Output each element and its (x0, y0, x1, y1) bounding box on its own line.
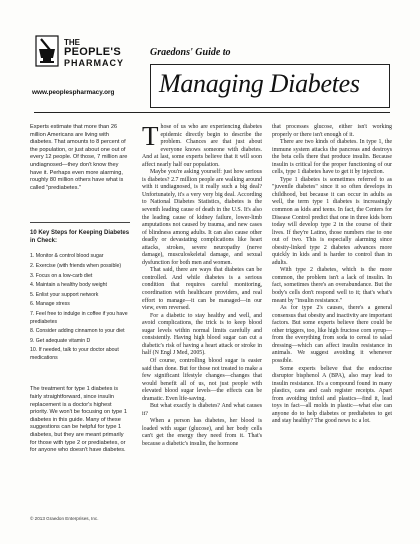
body-column-2 (272, 124, 392, 426)
sidebar-intro: Experts estimate that more than 26 million Americans are living with diabetes. That amounts to 8 percent of the population, or just about one out of every 12 people. Of those, 7 million are undiagnosed—they don't know they have it. Perhaps even more alarming, roughly 80 million others have what is called "prediabetes." (30, 124, 128, 191)
key-step-item: 8. Consider adding cinnamon to your diet (30, 328, 125, 335)
title-divider (34, 112, 390, 113)
key-step-item: 3. Focus on a low-carb diet (30, 272, 93, 279)
copyright-notice: © 2013 Graedon Enterprises, Inc. (30, 516, 99, 521)
body-paragraph: Of course, controlling blood sugar is easier said than done. But for those not treated to make a few significant lifestyle changes—changes that would benefit all of us, not just people with elevated blood sugar levels—the effects can be dramatic. Even life-saving. (142, 357, 262, 402)
title-box (150, 64, 390, 108)
body-paragraph: Type 1 diabetes is sometimes referred to as "juvenile diabetes" since it so often develops in childhood, but because it can occur in adults as well, the term type 1 diabetes is increasingly common as kids and teens. In fact, the Centers for Disease Control predict that one in three kids born today will develop type 2 in the course of their lives. If they're Latino, those numbers rise to one out of two. This is especially alarming since obesity-linked type 2 diabetes advances more quickly in kids and is harder to control than in adults. (272, 176, 392, 266)
key-step-item: 6. Manage stress (30, 301, 70, 308)
key-step-item: 7. Feel free to indulge in coffee if you have prediabetes (30, 310, 128, 325)
website-url[interactable]: www.peoplespharmacy.org (32, 89, 115, 96)
body-paragraph: That said, there are ways that diabetes can be controlled. And while diabetes is a serious condition that requires careful monitoring, coordination with healthcare providers, and real effort to manage—it can be managed—in our view, even reversed. (142, 267, 262, 312)
key-steps-title: 10 Key Steps for Keeping Diabetes in Check: (30, 230, 130, 245)
body-paragraph: Those of us who are experiencing diabetes epidemic directly begin to describe the problem. Chances are that just about everyone knows someone with diabetes. And at last, some experts believe that it will soon affect nearly half our population. (142, 121, 262, 168)
body-paragraph: For a diabetic to stay healthy and well, and avoid complications, the trick is to keep blood sugar levels within normal limits carefully and consistently. Having high blood sugar can cut a diabetic's risk of having a heart attack or stroke in half (N Engl J Med, 2005). (142, 312, 262, 357)
drop-cap: T (142, 121, 159, 151)
peoples-pharmacy-logo (34, 34, 134, 74)
body-paragraph: that processes glucose, either isn't working properly or there isn't enough of it. (272, 124, 392, 138)
guide-subtitle: Graedons' Guide to (150, 47, 231, 58)
page-title: Managing Diabetes (159, 69, 360, 98)
mortar-pestle-icon (34, 34, 60, 68)
key-step-item: 9. Get adequate vitamin D (30, 337, 91, 344)
body-paragraph: Some experts believe that the endocrine disruptor bisphenol A (BPA), also may lead to insulin resistance. It's a compound found in many plastics, cans and cash register receipts. Apart from avoiding tinfoil and plastics—find it, lead toys in fact—all molds in plastic—what else can anyone do to help diabetes or prediabetes to get and stay healthy? The good news is: a lot. (272, 365, 392, 425)
key-steps-list (30, 253, 130, 362)
body-paragraph: There are two kinds of diabetes. In type 1, the immune system attacks the pancreas and destroys the beta cells there that produce insulin. Because insulin is critical for the proper functioning of our cells, type 1 diabetes have to get it by injection. (272, 139, 392, 176)
sidebar-footnote: The treatment for type 1 diabetes is fairly straightforward, since insulin replacement is a doctor's highest priority. We won't be focusing on type 1 diabetes in this guide. Many of these suggestions can be helpful for type 1 diabetes, but they are meant primarily for those with type 2 or prediabetes, or for anyone who doesn't have diabetes. (30, 386, 127, 454)
key-step-item: 5. Enlist your support network (30, 291, 99, 298)
body-paragraph: But what exactly is diabetes? And what causes it? (142, 403, 262, 417)
body-paragraph: When a person has diabetes, her blood is loaded with sugar (glucose), and her body cells can't get the energy they need from it. That's because a diabetic's insulin, the hormone (142, 418, 262, 447)
logo-wordmark: THE PEOPLE'S PHARMACY (64, 38, 125, 68)
key-step-item: 10. If needed, talk to your doctor about medications (30, 347, 119, 361)
key-step-item: 2. Exercise (with friends when possible) (30, 262, 122, 269)
body-paragraph: With type 2 diabetes, which is the more common, the problem isn't a lack of insulin. In fact, sometimes there's an overabundance. But the body's cells don't respond well to it; that's what's meant by "insulin resistance." (272, 267, 392, 304)
sidebar (30, 124, 130, 455)
key-step-item: 1. Monitor & control blood sugar (30, 253, 104, 260)
body-paragraph: As for type 2's causes, there's a general consensus that obesity and inactivity are important factors. But some experts believe there could be other triggers, too, like high fructose corn syrup—from the everything from soda to cereal to salad dressing—which can affect insulin resistance in animals. We suggest avoiding it whenever possible. (272, 305, 392, 364)
key-step-item: 4. Maintain a healthy body weight (30, 282, 107, 289)
body-column-1 (142, 121, 262, 449)
body-paragraph: Maybe you're asking yourself: just how serious is diabetes? 2.7 million people are walking around with it undiagnosed, is it really such a big deal? Unfortunately, it's a very very big deal. According to National Diabetes Statistics, diabetes is the seventh leading cause of death in the U.S. It's also the leading cause of kidney failure, lower-limb amputations not caused by trauma, and new cases of blindness among adults. It can also cause other deadly or devastating complications like heart attacks, strokes, severe neuropathy (nerve damage), musculoskeletal damage, and sexual dysfunction for both men and women. (142, 169, 262, 266)
key-steps-box (30, 222, 130, 362)
